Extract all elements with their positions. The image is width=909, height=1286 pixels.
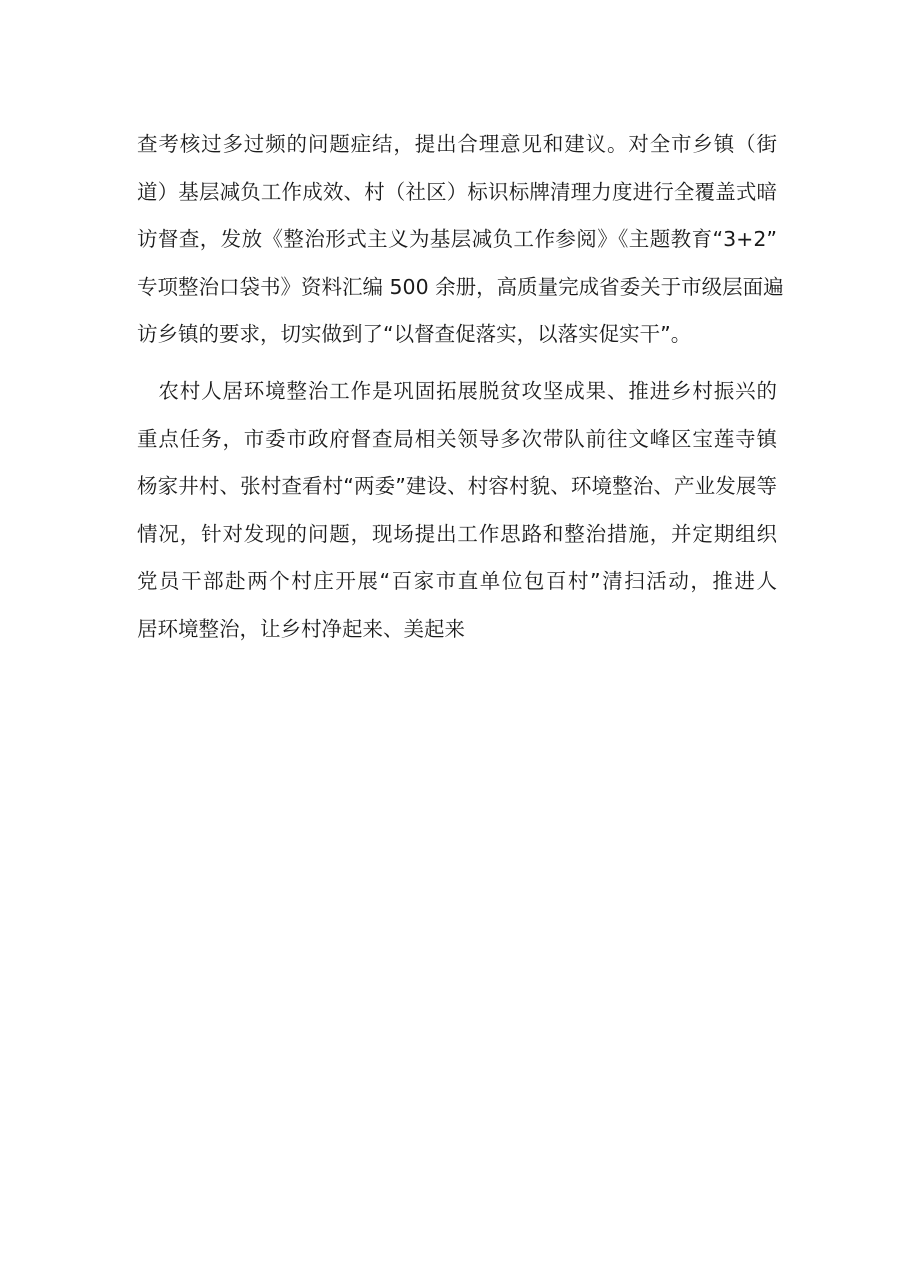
paragraph-line: 农村人居环境整治工作是巩固拓展脱贫攻坚成果、推进乡村振兴的 [137,378,777,403]
paragraph-line: 专项整治口袋书》资料汇编 500 余册，高质量完成省委关于市级层面遍 [137,274,784,299]
paragraph-line: 情况，针对发现的问题，现场提出工作思路和整治措施，并定期组织 [137,521,777,546]
document-body [137,121,784,654]
paragraph-line: 访督查，发放《整治形式主义为基层减负工作参阅》《主题教育“3+2” [137,227,777,252]
paragraph-line: 查考核过多过频的问题症结，提出合理意见和建议。对全市乡镇（街 [137,132,777,156]
paragraph-1 [137,121,784,359]
paragraph-line: 重点任务，市委市政府督查局相关领导多次带队前往文峰区宝莲寺镇 [137,426,777,451]
paragraph-line: 居环境整治，让乡村净起来、美起来 [137,616,465,641]
paragraph-2 [137,368,777,654]
paragraph-line: 杨家井村、张村查看村“两委”建设、村容村貌、环境整治、产业发展等 [137,474,777,499]
paragraph-line: 访乡镇的要求，切实做到了“以督查促落实，以落实促实干”。 [137,322,692,347]
paragraph-line: 道）基层减负工作成效、村（社区）标识标牌清理力度进行全覆盖式暗 [137,179,777,204]
paragraph-line: 党员干部赴两个村庄开展“百家市直单位包百村”清扫活动，推进人 [137,569,777,594]
